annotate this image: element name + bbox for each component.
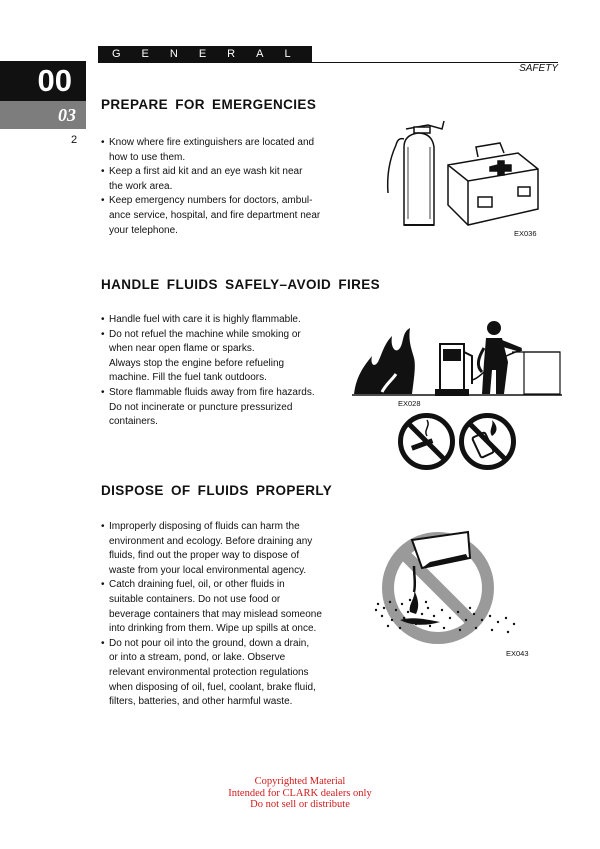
fuel-pump-icon: [436, 344, 472, 395]
copyright-notice: [0, 776, 600, 811]
bullet-item: • Do not pour oil into the ground, down a drain,: [101, 637, 331, 652]
section-title-fluids-fires: HANDLE FLUIDS SAFELY–AVOID FIRES: [101, 277, 381, 292]
copyright-line-3: Do not sell or distribute: [250, 799, 350, 810]
fires-list: [101, 313, 331, 430]
section-label-bar: GENERAL: [98, 46, 312, 63]
refueling-illustration: [352, 318, 562, 398]
section-title-dispose: DISPOSE OF FLUIDS PROPERLY: [101, 483, 333, 498]
continuation-line: containers.: [109, 416, 158, 428]
no-pouring-oil-icon: [370, 528, 522, 648]
page-number: 2: [71, 134, 78, 146]
flames-icon: [354, 328, 415, 394]
bullet-item: • Improperly disposing of fluids can harm the: [101, 520, 331, 535]
figure-code-3: EX043: [506, 649, 529, 658]
topic-label: SAFETY: [519, 63, 558, 74]
no-open-flame-icon: [458, 412, 517, 471]
continuation-line: the work area.: [109, 180, 173, 192]
bullet-item: • Keep a first aid kit and an eye wash kit near: [101, 165, 331, 180]
continuation-line: Always stop the engine before refueling: [109, 357, 285, 369]
bullet-item: • Do not refuel the machine while smoking or: [101, 328, 331, 343]
bullet-item: • Handle fuel with care it is highly flammable.: [101, 313, 331, 328]
continuation-line: when near open flame or sparks.: [109, 343, 255, 355]
continuation-line: waste from your local environmental agency.: [109, 564, 307, 576]
continuation-line: or into a stream, pond, or lake. Observe: [109, 652, 286, 664]
header-rule: [98, 62, 558, 63]
bullet-item: • Catch draining fuel, oil, or other fluids in: [101, 578, 331, 593]
subchapter-tab: 03: [0, 101, 86, 129]
continuation-line: relevant environmental protection regulations: [109, 666, 309, 678]
copyright-line-2: Intended for CLARK dealers only: [228, 787, 372, 799]
continuation-line: beverage containers that may mislead someone: [109, 608, 322, 620]
continuation-line: suitable containers. Do not use food or: [109, 593, 281, 605]
continuation-line: environment and ecology. Before draining any: [109, 535, 313, 547]
continuation-line: fluids, find out the proper way to dispose of: [109, 550, 300, 562]
figure-code-2: EX028: [398, 399, 421, 408]
bullet-item: • Keep emergency numbers for doctors, ambul-: [101, 194, 331, 209]
refueling-person-icon: [478, 321, 522, 394]
continuation-line: ance service, hospital, and fire department near: [109, 209, 321, 221]
emergencies-list: [101, 136, 331, 238]
continuation-line: your telephone.: [109, 224, 178, 236]
chapter-tab: 00: [0, 61, 86, 101]
continuation-line: machine. Fill the fuel tank outdoors.: [109, 372, 267, 384]
continuation-line: how to use them.: [109, 151, 186, 163]
bullet-item: • Store flammable fluids away from fire hazards.: [101, 386, 331, 401]
continuation-line: filters, batteries, and other harmful waste.: [109, 696, 293, 708]
continuation-line: when disposing of oil, fuel, coolant, brake fluid,: [109, 681, 316, 693]
dispose-list: [101, 520, 331, 710]
first-aid-kit-icon: [448, 143, 538, 225]
continuation-line: Do not incinerate or puncture pressurized: [109, 401, 293, 413]
continuation-line: into drinking from them. Wipe up spills at once.: [109, 623, 317, 635]
no-smoking-icon: [397, 412, 456, 471]
fire-extinguisher-icon: [388, 121, 444, 225]
emergency-illustration: [378, 107, 540, 235]
bullet-item: • Know where fire extinguishers are located and: [101, 136, 331, 151]
section-title-emergencies: PREPARE FOR EMERGENCIES: [101, 97, 317, 112]
copyright-line-1: Copyrighted Material: [254, 776, 346, 787]
figure-code-1: EX036: [514, 229, 537, 238]
